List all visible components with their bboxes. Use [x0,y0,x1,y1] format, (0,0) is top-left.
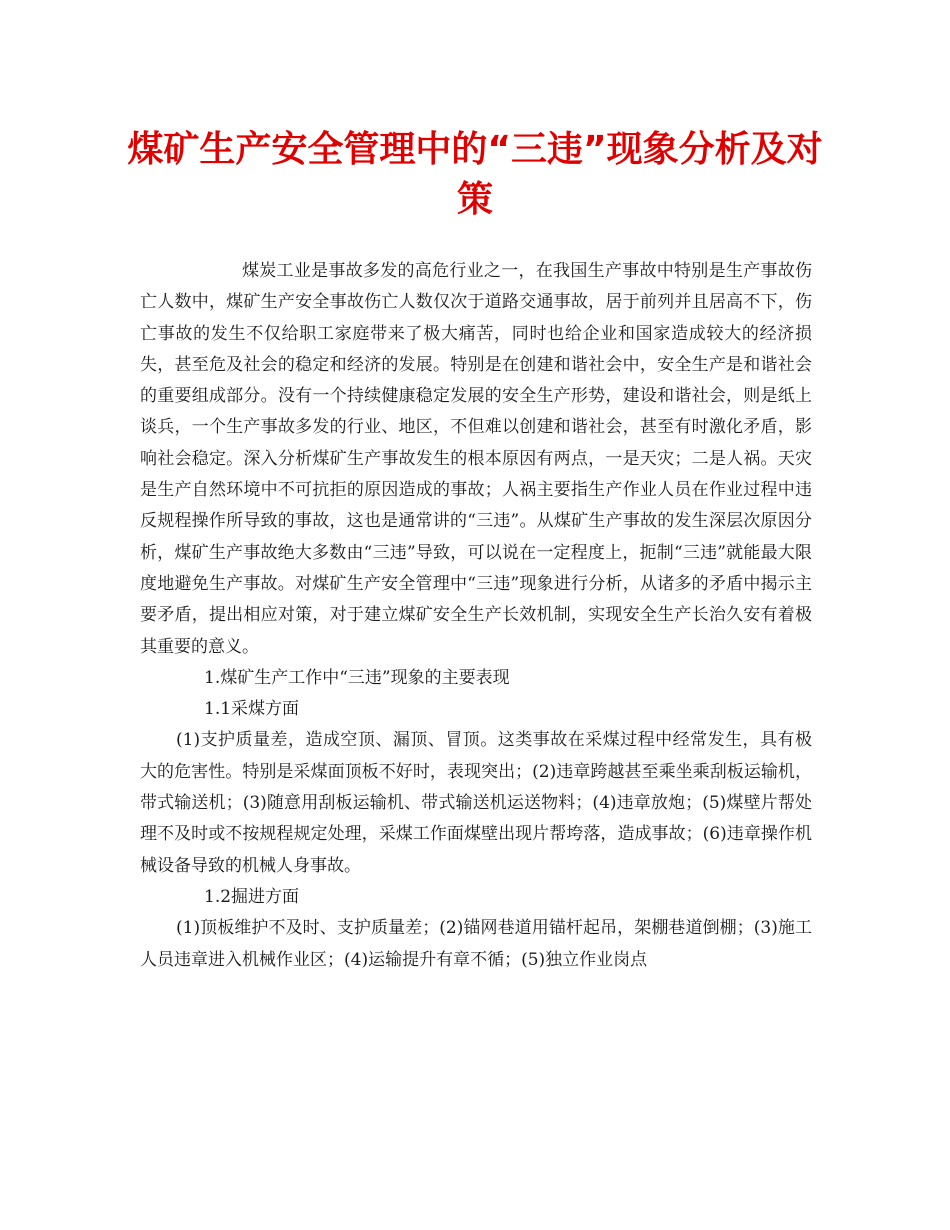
document-title: 煤矿生产安全管理中的“三违”现象分析及对策 [127,129,823,220]
section-heading-1: 1.煤矿生产工作中“三违”现象的主要表现 [204,667,510,688]
document-body [140,256,812,976]
subsection-heading-1-2: 1.2掘进方面 [204,886,300,907]
tunneling-issues-paragraph: (1)顶板维护不及时、支护质量差；(2)锚网巷道用锚杆起吊，架棚巷道倒棚；(3)施工人员违章进入机械作业区；(4)运输提升有章不循；(5)独立作业岗点 [140,918,812,970]
subsection-heading-1-1: 1.1采煤方面 [204,699,300,720]
intro-paragraph: 煤炭工业是事故多发的高危行业之一，在我国生产事故中特别是生产事故伤亡人数中，煤矿生产安全事故伤亡人数仅次于道路交通事故，居于前列并且居高不下，伤亡事故的发生不仅给职工家庭带来了极大痛苦，同时也给企业和国家造成较大的经济损失，甚至危及社会的稳定和经济的发展。特别是在创建和谐社会中，安全生产是和谐社会的重要组成部分。没有一个持续健康稳定发展的安全生产形势，建设和谐社会，则是纸上谈兵，一个生产事故多发的行业、地区，不但难以创建和谐社会，甚至有时激化矛盾，影响社会稳定。深入分析煤矿生产事故发生的根本原因有两点，一是天灾；二是人祸。天灾是生产自然环境中不可抗拒的原因造成的事故；人祸主要指生产作业人员在作业过程中违反规程操作所导致的事故，这也是通常讲的“三违”。从煤矿生产事故的发生深层次原因分析，煤矿生产事故绝大多数由“三违”导致，可以说在一定程度上，扼制“三违”就能最大限度地避免生产事故。对煤矿生产安全管理中“三违”现象进行分析，从诸多的矛盾中揭示主要矛盾，提出相应对策，对于建立煤矿安全生产长效机制，实现安全生产长治久安有着极其重要的意义。 [140,261,812,657]
mining-issues-paragraph: (1)支护质量差，造成空顶、漏顶、冒顶。这类事故在采煤过程中经常发生，具有极大的危害性。特别是采煤面顶板不好时，表现突出；(2)违章跨越甚至乘坐乘刮板运输机，带式输送机；(3)随意用刮板运输机、带式输送机运送物料；(4)违章放炮；(5)煤壁片帮处理不及时或不按规程规定处理，采煤工作面煤壁出现片帮垮落，造成事故；(6)违章操作机械设备导致的机械人身事故。 [140,730,812,876]
